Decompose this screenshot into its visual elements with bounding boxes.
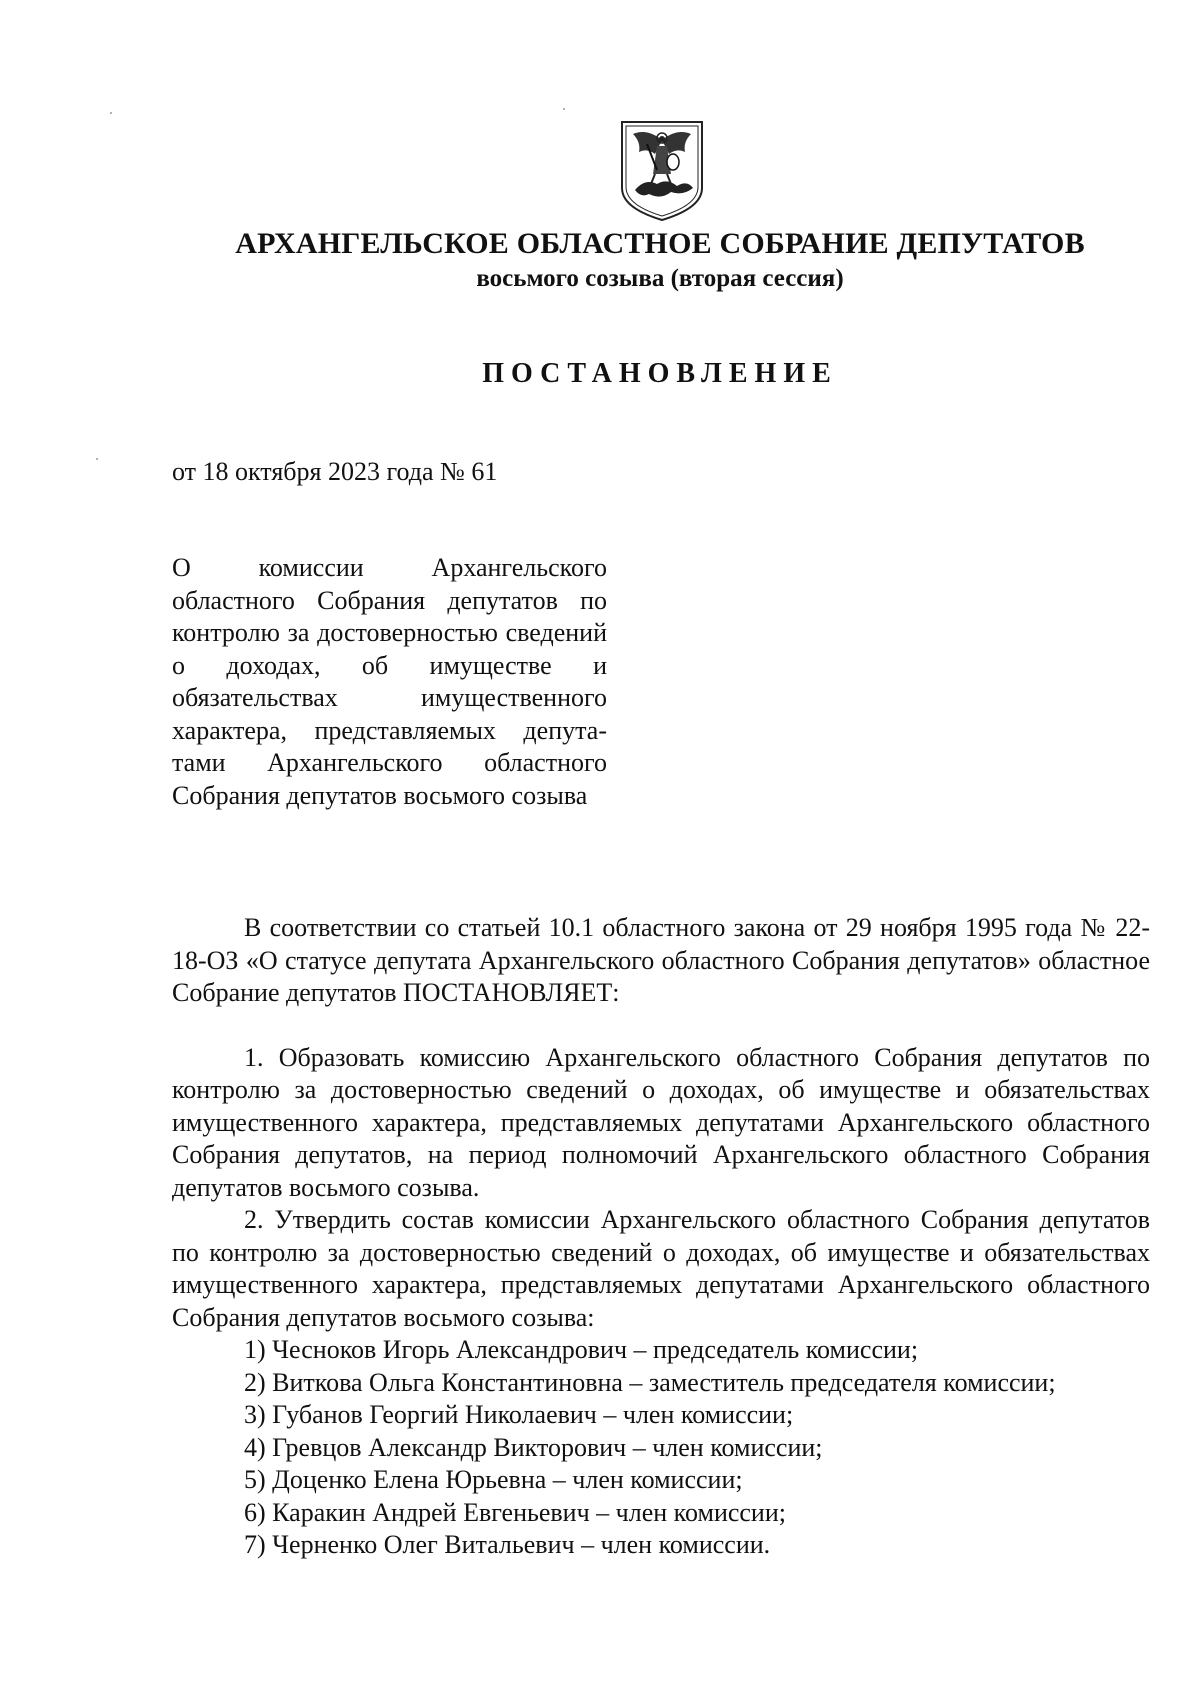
list-item: 2) Виткова Ольга Константиновна – заместитель председателя комиссии; bbox=[244, 1367, 1056, 1397]
convocation-session: восьмого созыва (вторая сессия) bbox=[476, 265, 844, 292]
preamble-paragraph: В соответствии со статьей 10.1 областного закона от 29 ноября 1995 года № 22-18-ОЗ «О статусе депутата Архангельского областного Собрания депутатов» областное Собрание депутатов ПОСТАНОВЛЯЕТ: bbox=[172, 913, 1150, 1007]
list-item: 4) Гревцов Александр Викторович – член комиссии; bbox=[244, 1432, 823, 1462]
scan-speck bbox=[563, 108, 565, 110]
point-1-paragraph: 1. Образовать комиссию Архангельского областного Собрания депутатов по контролю за достоверностью сведений о доходах, об имуществе и обязательствах имущественного характера, представляемых депутатами Архангельского областного Собрания депутатов, на период полномочий Архангельского областного Собрания депутатов восьмого созыва. bbox=[172, 1042, 1150, 1202]
list-item: 5) Доценко Елена Юрьевна – член комиссии; bbox=[244, 1465, 743, 1494]
scan-speck bbox=[96, 458, 98, 460]
document-body bbox=[172, 912, 1150, 1562]
coat-of-arms-icon bbox=[617, 118, 707, 224]
list-item: 1) Чесноков Игорь Александрович – председатель комиссии; bbox=[244, 1335, 919, 1364]
list-item: 3) Губанов Георгий Николаевич – член комиссии; bbox=[244, 1400, 794, 1429]
commission-members-list bbox=[172, 1334, 1150, 1562]
point-2-paragraph: 2. Утвердить состав комиссии Архангельского областного Собрания депутатов по контролю за достоверностью сведений о доходах, об имуществе и обязательствах имущественного характера, представляемых депутатами Архангельского областного Собрания депутатов восьмого созыва: bbox=[172, 1205, 1150, 1332]
document-subject: О комиссии Архангельского областного Собрания депутатов по контролю за достоверностью сведений о доходах, об имуществе и обязательствах имущественного характера, представляемых депута-тами Архангельского областного Собрания депутатов восьмого созыва bbox=[172, 553, 607, 810]
organization-name: АРХАНГЕЛЬСКОЕ ОБЛАСТНОЕ СОБРАНИЕ ДЕПУТАТОВ bbox=[235, 227, 1085, 260]
scan-speck bbox=[110, 112, 112, 114]
list-item: 7) Черненко Олег Витальевич – член комиссии. bbox=[244, 1530, 771, 1559]
list-item: 6) Каракин Андрей Евгеньевич – член комиссии; bbox=[244, 1497, 786, 1527]
document-type-title: ПОСТАНОВЛЕНИЕ bbox=[482, 358, 838, 389]
document-date-number: от 18 октября 2023 года № 61 bbox=[172, 457, 498, 486]
